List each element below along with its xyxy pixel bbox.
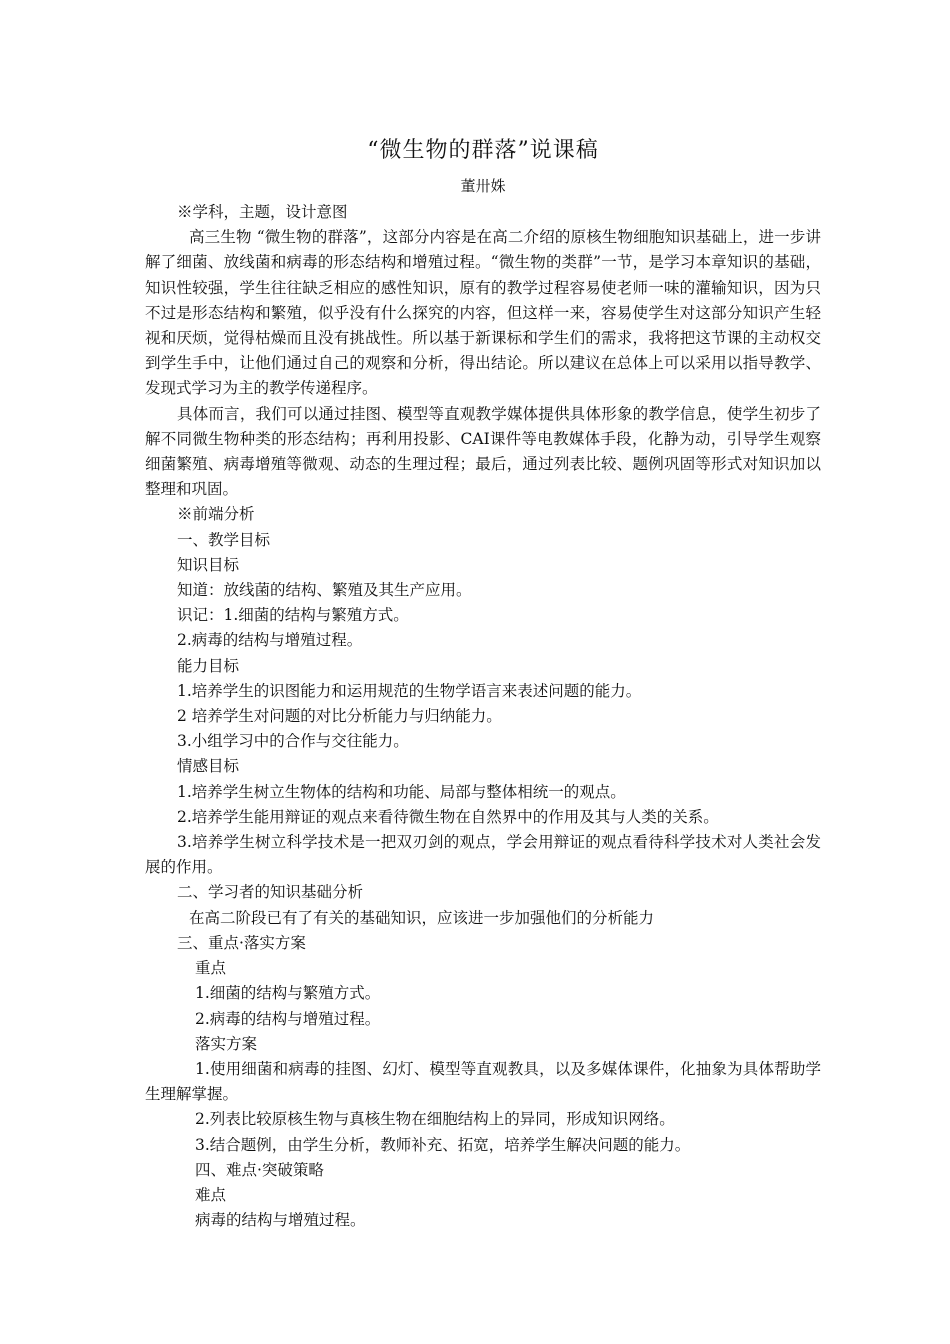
subheading-ability-goals: 能力目标 <box>177 656 240 675</box>
list-item: 2.列表比较原核生物与真核生物在细胞结构上的异同，形成知识网络。 <box>195 1110 675 1129</box>
list-item: 2.病毒的结构与增殖过程。 <box>195 1009 381 1028</box>
subheading-emotion-goals: 情感目标 <box>177 757 240 776</box>
list-item: 知道：放线菌的结构、繁殖及其生产应用。 <box>177 581 472 600</box>
heading-design-intent: ※学科，主题，设计意图 <box>177 203 348 221</box>
list-item: 3.小组学习中的合作与交往能力。 <box>177 732 409 751</box>
paragraph-learner-analysis: 在高二阶段已有了有关的基础知识，应该进一步加强他们的分析能力 <box>189 908 655 927</box>
document-title: “微生物的群落”说课稿 <box>367 138 599 163</box>
list-item: 病毒的结构与增殖过程。 <box>195 1211 366 1230</box>
list-item: 2 培养学生对问题的对比分析能力与归纳能力。 <box>177 707 502 726</box>
list-item: 1.细菌的结构与繁殖方式。 <box>195 984 381 1003</box>
heading-difficulties: 四、难点·突破策略 <box>195 1160 324 1179</box>
list-item: 3.培养学生树立科学技术是一把双刃剑的观点，学会用辩证的观点看待科学技术对人类社会发展的作用。 <box>145 833 821 877</box>
subheading-knowledge-goals: 知识目标 <box>177 555 240 574</box>
subheading-key-points: 重点 <box>195 959 227 978</box>
document-page <box>145 134 821 1233</box>
document-author: 董卅姝 <box>460 177 506 195</box>
list-item: 2.病毒的结构与增殖过程。 <box>177 631 363 650</box>
heading-front-analysis: ※前端分析 <box>177 505 255 524</box>
heading-teaching-goals: 一、教学目标 <box>177 530 271 549</box>
paragraph-method: 具体而言，我们可以通过挂图、模型等直观教学媒体提供具体形象的教学信息，使学生初步了解不同微生物种类的形态结构；再利用投影、CAI课件等电教媒体手段，化静为动，引导学生观察细菌繁殖、病毒增殖等微观、动态的生理过程；最后，通过列表比较、题例巩固等形式对知识加以整理和巩固。 <box>145 404 821 499</box>
list-item: 2.培养学生能用辩证的观点来看待微生物在自然界中的作用及其与人类的关系。 <box>177 807 719 826</box>
subheading-implementation: 落实方案 <box>195 1034 258 1053</box>
list-item: 1.培养学生的识图能力和运用规范的生物学语言来表述问题的能力。 <box>177 681 642 700</box>
list-item: 1.使用细菌和病毒的挂图、幻灯、模型等直观教具，以及多媒体课件，化抽象为具体帮助学生理解掌握。 <box>145 1059 821 1104</box>
list-item: 3.结合题例，由学生分析，教师补充、拓宽，培养学生解决问题的能力。 <box>195 1135 691 1154</box>
list-item: 1.培养学生树立生物体的结构和功能、局部与整体相统一的观点。 <box>177 782 626 801</box>
list-item: 识记：1.细菌的结构与繁殖方式。 <box>177 606 409 625</box>
paragraph-intro: 高三生物 “微生物的群落”，这部分内容是在高二介绍的原核生物细胞知识基础上，进一步讲解了细菌、放线菌和病毒的形态结构和增殖过程。“微生物的类群”一节，是学习本章知识的基础，知识性较强，学生往往缺乏相应的感性知识，原有的教学过程容易使老师一味的灌输知识，因为只不过是形态结构和繁殖，似乎没有什么探究的内容，但这样一来，容易使学生对这部分知识产生轻视和厌烦，觉得枯燥而且没有挑战性。所以基于新课标和学生们的需求，我将把这节课的主动权交到学生手中，让他们通过自己的观察和分析，得出结论。所以建议在总体上可以采用以指导教学、发现式学习为主的教学传递程序。 <box>145 228 821 398</box>
subheading-difficulties: 难点 <box>195 1185 227 1204</box>
heading-key-points: 三、重点·落实方案 <box>177 933 306 952</box>
heading-learner-analysis: 二、学习者的知识基础分析 <box>177 883 364 902</box>
